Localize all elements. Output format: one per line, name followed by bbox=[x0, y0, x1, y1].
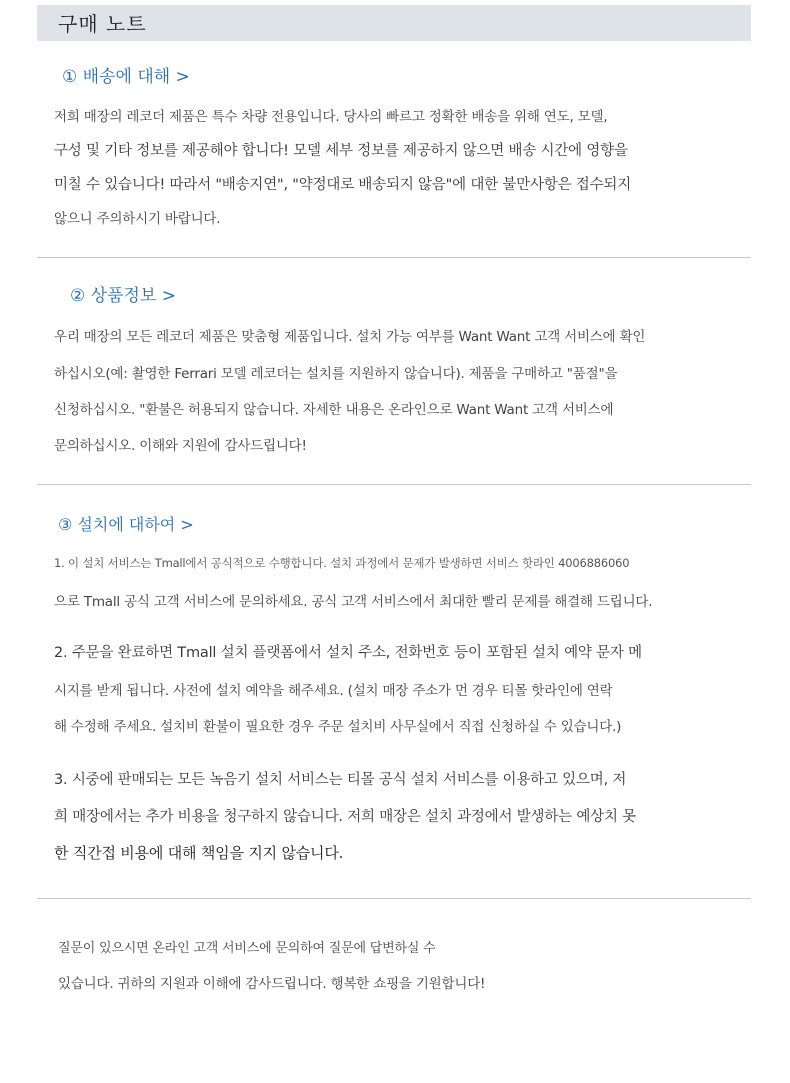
installation-text-line: 시지를 받게 됩니다. 사전에 설치 예약을 해주세요. (설치 매장 주소가 먼 경우 티몰 핫라인에 연락 bbox=[54, 683, 613, 699]
installation-text-line: 1. 이 설치 서비스는 Tmall에서 공식적으로 수행합니다. 설치 과정에서 문제가 발생하면 서비스 핫라인 4006886060 bbox=[54, 556, 630, 570]
section-divider bbox=[37, 898, 751, 899]
section-title-product-info: ② 상품정보 > bbox=[70, 286, 176, 306]
product-info-text-line: 문의하십시오. 이해와 지원에 감사드립니다! bbox=[54, 438, 307, 454]
delivery-text-line: 저희 매장의 레코더 제품은 특수 차량 전용입니다. 당사의 빠르고 정확한 배송을 위해 연도, 모델, bbox=[54, 109, 608, 125]
delivery-text-line: 않으니 주의하시기 바랍니다. bbox=[54, 211, 221, 227]
delivery-text-line: 구성 및 기타 정보를 제공해야 합니다! 모델 세부 정보를 제공하지 않으면 배송 시간에 영향을 bbox=[54, 143, 628, 159]
delivery-text-line: 미칠 수 있습니다! 따라서 "배송지연", "약정대로 배송되지 않음"에 대한 불만사항은 접수되지 bbox=[54, 177, 632, 193]
footer-text-line: 있습니다. 귀하의 지원과 이해에 감사드립니다. 행복한 쇼핑을 기원합니다! bbox=[58, 976, 486, 992]
product-info-text-line: 하십시오(예: 촬영한 Ferrari 모델 레코더는 설치를 지원하지 않습니다). 제품을 구매하고 "품절"을 bbox=[54, 366, 618, 382]
product-info-text-line: 우리 매장의 모든 레코더 제품은 맞춤형 제품입니다. 설치 가능 여부를 Want Want 고객 서비스에 확인 bbox=[54, 329, 646, 345]
section-title-delivery: ① 배송에 대해 > bbox=[62, 67, 190, 87]
section-title-installation: ③ 설치에 대하여 > bbox=[58, 515, 194, 534]
installation-text-line: 희 매장에서는 추가 비용을 청구하지 않습니다. 저희 매장은 설치 과정에서 발생하는 예상치 못 bbox=[54, 809, 636, 825]
section-divider bbox=[37, 257, 751, 258]
installation-text-line: 으로 Tmall 공식 고객 서비스에 문의하세요. 공식 고객 서비스에서 최대한 빨리 문제를 해결해 드립니다. bbox=[54, 594, 653, 610]
footer-text-line: 질문이 있으시면 온라인 고객 서비스에 문의하여 질문에 답변하실 수 bbox=[58, 941, 436, 956]
product-info-text-line: 신청하십시오. "환불은 허용되지 않습니다. 자세한 내용은 온라인으로 Want Want 고객 서비스에 bbox=[54, 402, 614, 418]
installation-text-line: 한 직간접 비용에 대해 책임을 지지 않습니다. bbox=[54, 844, 344, 862]
installation-text-line: 3. 시중에 판매되는 모든 녹음기 설치 서비스는 티몰 공식 설치 서비스를 이용하고 있으며, 저 bbox=[54, 772, 627, 788]
installation-text-line: 2. 주문을 완료하면 Tmall 설치 플랫폼에서 설치 주소, 전화번호 등이 포함된 설치 예약 문자 메 bbox=[54, 645, 642, 661]
section-divider bbox=[37, 484, 751, 485]
installation-text-line: 해 수정해 주세요. 설치비 환불이 필요한 경우 주문 설치비 사무실에서 직접 신청하실 수 있습니다.) bbox=[54, 719, 622, 735]
page-title: 구매 노트 bbox=[58, 12, 147, 36]
